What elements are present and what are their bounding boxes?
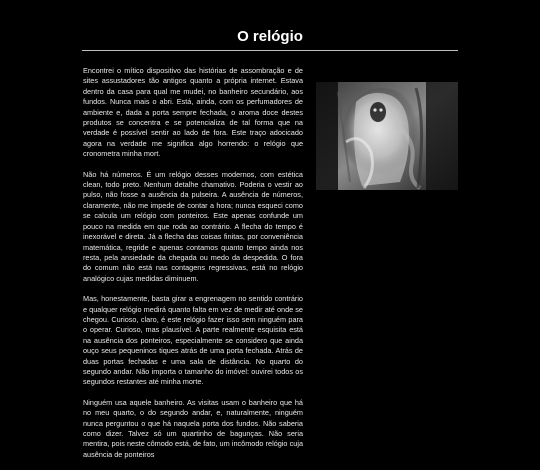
title-divider: [82, 50, 458, 51]
article-body: [83, 66, 303, 470]
paragraph: Ninguém usa aquele banheiro. As visitas usam o banheiro que há no meu quarto, o do segundo andar, e, naturalmente, ninguém nunca perguntou o que há naquela porta dos fundos. Não saberia como dizer. Talvez só um quartinho de bagunças. Não seria mentira, pois neste cômodo está, de fato, um incômodo relógio cuja ausência de ponteiros: [83, 397, 303, 459]
paragraph: Não há números. É um relógio desses modernos, com estética clean, todo preto. Nenhum detalhe chamativo. Poderia o vestir ao pulso, não fosse a ausência da pulseira. A ausência de números, claramente, não me impede de contar a hora; nunca esqueci como se calcula um relógio com ponteiros. Este apenas confunde um pouco na medida em que roda ao contrário. A flecha do tempo é inexorável e direta. Já a flecha das coisas finitas, por conveniência matemática, regride e apenas contamos quanto tempo ainda nos resta, pela ansiedade da chegada ou medo da despedida. O fora do comum não está nas contagens regressivas, está no relógio analógico cujas medidas diminuem.: [83, 169, 303, 283]
paragraph: Mas, honestamente, basta girar a engrenagem no sentido contrário e qualquer relógio medirá quanto falta em vez de medir até onde se chegou. Curioso, claro, é este relógio fazer isso sem ninguém para o operar. Curioso, mas plausível. A parte realmente esquisita está na ausência dos ponteiros, especialmente se considero que ainda ouço seus pequeninos tiques atrás de uma porta fechada. Atrás de duas portas fechadas e uma sala de distância. No quarto do segundo andar. Não importa o tamanho do imóvel: ouvirei todos os segundos restantes até minha morte.: [83, 294, 303, 387]
paragraph: Encontrei o mítico dispositivo das histórias de assombração e de sites assustadores tão antigos quanto a própria internet. Estava dentro da casa para qual me mudei, no banheiro secundário, aos fundos. Nunca mais o abri. Está, ainda, com os perfumadores de ambiente e, dada a porta sempre fechada, o aroma doce destes produtos se concentra e se potencializa de tal forma que na verdade é possível sentir ao lado de fora. Este traço adocicado agora na verdade me significa algo horrendo: o relógio que cronometra minha mort.: [83, 66, 303, 159]
page-title: O relógio: [237, 28, 303, 45]
ghostly-photo-image: [316, 82, 458, 190]
